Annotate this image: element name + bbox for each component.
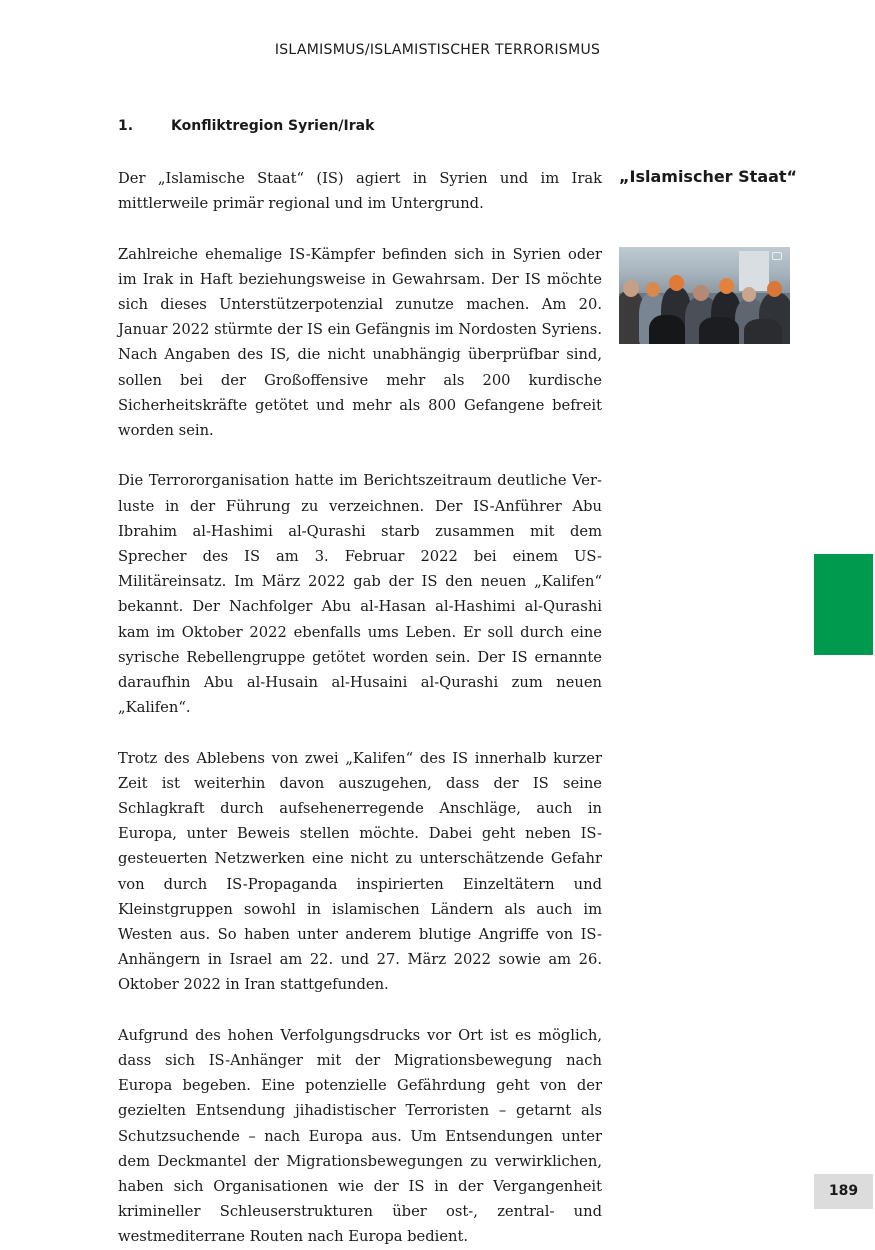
crowd-photo [619, 247, 790, 344]
paragraph: Aufgrund des hohen Verfolgungsdrucks vor Ort ist es möglich, dass sich IS-Anhänger mit der Migrationsbewegung nach Europa begeben. Eine potenzielle Gefährdung geht von der gezielten Entsendung jihadistischer Terroristen – getarnt als Schutzsuchende – nach Europa aus. Um Entsendungen unter dem Deckmantel der Migrationsbewegungen zu verwirklichen, haben sich Organisationen wie der IS in der Vergangenheit krimineller Schleuserstrukturen über ost-, zentral- und westmediterrane Routen nach Europa bedient. [118, 1026, 602, 1246]
running-header: ISLAMISMUS/ISLAMISTISCHER TERRORISMUS [274, 42, 601, 58]
margin-keyword: „Islamischer Staat“ [619, 167, 798, 186]
chapter-thumb-tab [814, 554, 873, 655]
section-heading [118, 118, 374, 134]
paragraph: Trotz des Ablebens von zwei „Kalifen“ des IS innerhalb kurzer Zeit ist weiterhin davon auszugehen, dass der IS seine Schlagkraft durch aufsehenerregende Anschläge, auch in Europa, unter Beweis stellen möchte. Dabei geht neben IS-gesteuerten Netzwerken eine nicht zu unterschätzende Gefahr von durch IS-Propaganda inspirierten Einzeltätern und Kleinstgruppen sowohl in islamischen Ländern als auch im Westen aus. So haben unter anderem blutige Angriffe von IS-Anhängern in Israel am 22. und 27. März 2022 sowie am 26. Oktober 2022 in Iran stattgefunden. [118, 749, 602, 994]
section-title: Konfliktregion Syrien/Irak [171, 118, 375, 134]
paragraph: Der „Islamische Staat“ (IS) agiert in Syrien und im Irak mittlerweile primär regional und im Untergrund. [118, 170, 602, 213]
paragraph: Zahlreiche ehemalige IS-Kämpfer befinden sich in Syrien oder im Irak in Haft beziehungsweise in Gewahrsam. Der IS möchte sich dieses Unterstützerpotenzial zunutze machen. Am 20. Januar 2022 stürmte der IS ein Gefängnis im Nordosten Syriens. Nach Angaben des IS, die nicht unabhängig überprüfbar sind, sollen bei der Großoffensive mehr als 200 kurdische Sicherheitskräfte getötet und mehr als 800 Gefangene befreit worden sein. [118, 245, 602, 440]
section-number: 1. [118, 118, 134, 134]
page-number: 189 [814, 1174, 873, 1209]
paragraph: Die Terrororganisation hatte im Berichtszeitraum deutliche Verluste in der Führung zu verzeichnen. Der IS-Anführer Abu Ibrahim al-Hashimi al-Qurashi starb zusammen mit dem Sprecher des IS am 3. Februar 2022 bei einem US-Militäreinsatz. Im März 2022 gab der IS den neuen „Kalifen“ bekannt. Der Nachfolger Abu al-Hasan al-Hashimi al-Qurashi kam im Oktober 2022 ebenfalls ums Leben. Er soll durch eine syrische Rebellengruppe getötet worden sein. Der IS ernannte daraufhin Abu al-Husain al-Husaini al-Qurashi zum neuen „Kalifen“. [118, 472, 602, 717]
body-text [118, 166, 602, 1250]
